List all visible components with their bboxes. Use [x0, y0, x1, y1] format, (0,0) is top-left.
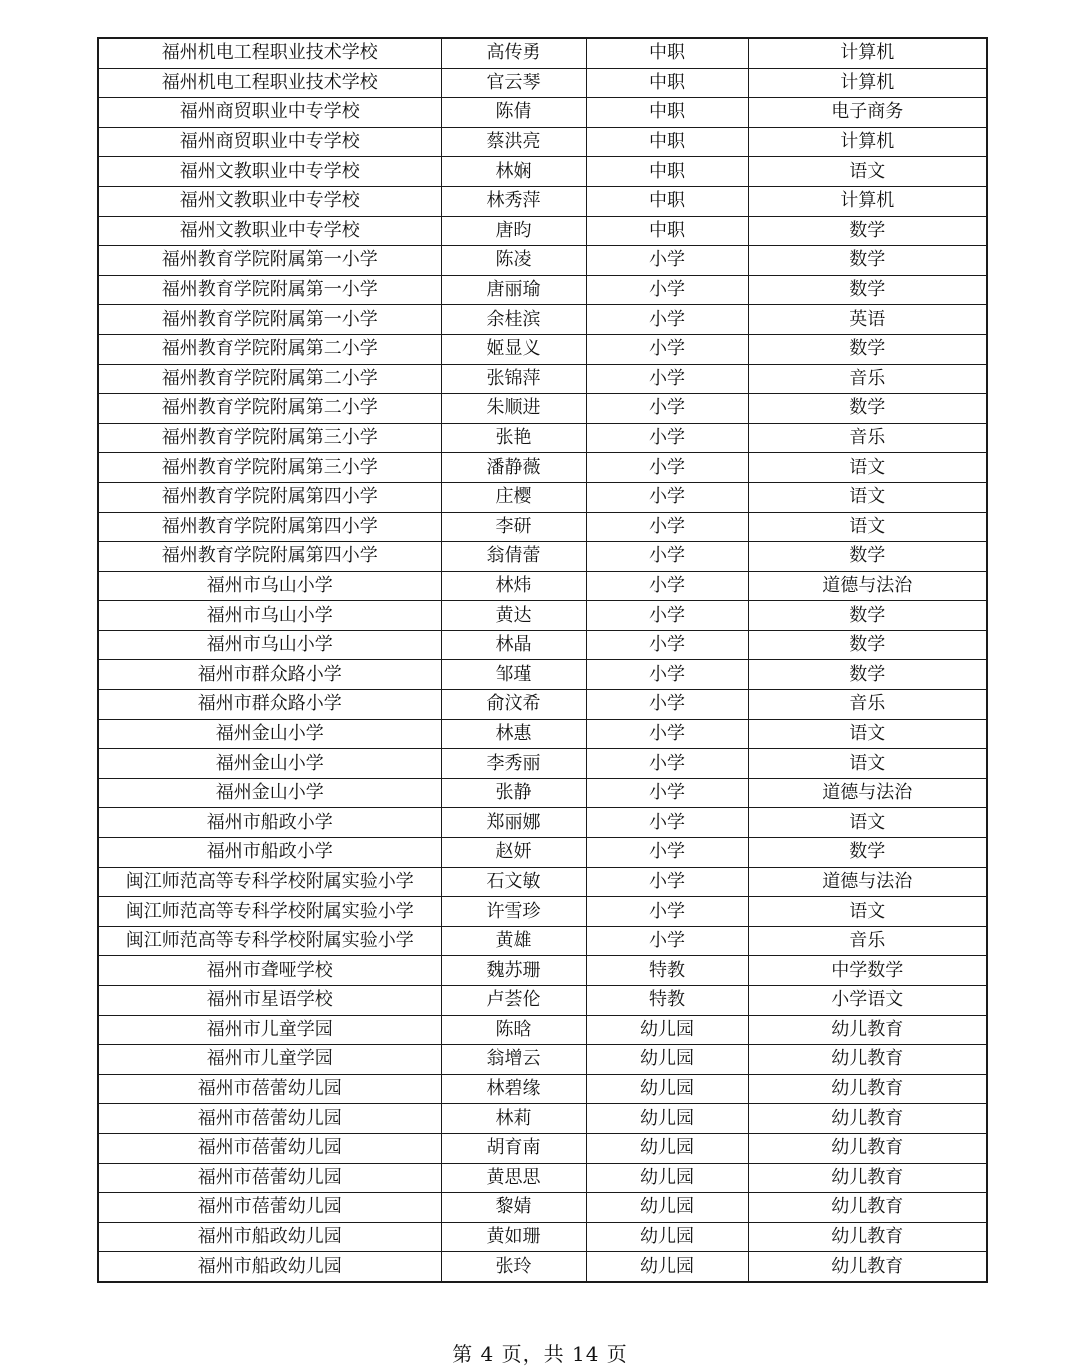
table-row: [98, 660, 987, 690]
table-row: [98, 98, 987, 128]
name-cell: 林晶: [441, 630, 586, 660]
school-cell: 福州市群众路小学: [98, 690, 441, 720]
subject-cell: 数学: [748, 660, 987, 690]
table-row: [98, 1222, 987, 1252]
school-cell: 福州教育学院附属第二小学: [98, 394, 441, 424]
name-cell: 林莉: [441, 1104, 586, 1134]
school-cell: 福州教育学院附属第四小学: [98, 542, 441, 572]
subject-cell: 语文: [748, 512, 987, 542]
school-cell: 福州市船政幼儿园: [98, 1222, 441, 1252]
subject-cell: 数学: [748, 275, 987, 305]
subject-cell: 数学: [748, 542, 987, 572]
name-cell: 潘静薇: [441, 453, 586, 483]
level-cell: 幼儿园: [586, 1222, 748, 1252]
table-row: [98, 157, 987, 187]
roster-body: [98, 38, 987, 1282]
name-cell: 张锦萍: [441, 364, 586, 394]
table-row: [98, 956, 987, 986]
table-row: [98, 423, 987, 453]
subject-cell: 语文: [748, 749, 987, 779]
subject-cell: 语文: [748, 482, 987, 512]
level-cell: 小学: [586, 571, 748, 601]
level-cell: 幼儿园: [586, 1074, 748, 1104]
level-cell: 小学: [586, 838, 748, 868]
level-cell: 幼儿园: [586, 1193, 748, 1223]
school-cell: 福州教育学院附属第四小学: [98, 512, 441, 542]
level-cell: 小学: [586, 867, 748, 897]
subject-cell: 道德与法治: [748, 571, 987, 601]
teacher-roster-table: [97, 37, 988, 1283]
name-cell: 李秀丽: [441, 749, 586, 779]
school-cell: 福州教育学院附属第三小学: [98, 423, 441, 453]
level-cell: 小学: [586, 542, 748, 572]
table-row: [98, 749, 987, 779]
name-cell: 俞汶希: [441, 690, 586, 720]
name-cell: 赵妍: [441, 838, 586, 868]
school-cell: 福州市蓓蕾幼儿园: [98, 1104, 441, 1134]
school-cell: 福州文教职业中专学校: [98, 216, 441, 246]
subject-cell: 幼儿教育: [748, 1193, 987, 1223]
level-cell: 幼儿园: [586, 1104, 748, 1134]
page-number-footer: 第 4 页，共 14 页: [452, 1342, 628, 1366]
table-row: [98, 690, 987, 720]
school-cell: 福州市蓓蕾幼儿园: [98, 1193, 441, 1223]
school-cell: 福州教育学院附属第一小学: [98, 246, 441, 276]
subject-cell: 数学: [748, 601, 987, 631]
level-cell: 小学: [586, 275, 748, 305]
level-cell: 中职: [586, 68, 748, 98]
school-cell: 福州市蓓蕾幼儿园: [98, 1074, 441, 1104]
school-cell: 福州金山小学: [98, 719, 441, 749]
name-cell: 高传勇: [441, 38, 586, 68]
subject-cell: 语文: [748, 157, 987, 187]
table-row: [98, 1074, 987, 1104]
level-cell: 小学: [586, 512, 748, 542]
table-row: [98, 1163, 987, 1193]
level-cell: 小学: [586, 423, 748, 453]
table-row: [98, 630, 987, 660]
table-row: [98, 1252, 987, 1282]
subject-cell: 语文: [748, 719, 987, 749]
subject-cell: 幼儿教育: [748, 1074, 987, 1104]
name-cell: 林惠: [441, 719, 586, 749]
school-cell: 福州教育学院附属第一小学: [98, 275, 441, 305]
school-cell: 福州市儿童学园: [98, 1045, 441, 1075]
name-cell: 林碧缘: [441, 1074, 586, 1104]
table-row: [98, 1104, 987, 1134]
table-row: [98, 364, 987, 394]
school-cell: 福州市乌山小学: [98, 630, 441, 660]
table-row: [98, 778, 987, 808]
subject-cell: 幼儿教育: [748, 1104, 987, 1134]
level-cell: 小学: [586, 808, 748, 838]
name-cell: 李研: [441, 512, 586, 542]
level-cell: 小学: [586, 778, 748, 808]
table-row: [98, 334, 987, 364]
school-cell: 福州文教职业中专学校: [98, 157, 441, 187]
table-row: [98, 482, 987, 512]
name-cell: 林娴: [441, 157, 586, 187]
school-cell: 闽江师范高等专科学校附属实验小学: [98, 926, 441, 956]
level-cell: 特教: [586, 956, 748, 986]
table-row: [98, 542, 987, 572]
subject-cell: 音乐: [748, 690, 987, 720]
level-cell: 幼儿园: [586, 1163, 748, 1193]
subject-cell: 数学: [748, 246, 987, 276]
school-cell: 福州教育学院附属第二小学: [98, 334, 441, 364]
level-cell: 小学: [586, 334, 748, 364]
name-cell: 姬显义: [441, 334, 586, 364]
subject-cell: 英语: [748, 305, 987, 335]
subject-cell: 电子商务: [748, 98, 987, 128]
subject-cell: 小学语文: [748, 986, 987, 1016]
school-cell: 福州市群众路小学: [98, 660, 441, 690]
subject-cell: 数学: [748, 838, 987, 868]
name-cell: 郑丽娜: [441, 808, 586, 838]
table-row: [98, 1133, 987, 1163]
name-cell: 胡育南: [441, 1133, 586, 1163]
name-cell: 林秀萍: [441, 186, 586, 216]
name-cell: 唐丽瑜: [441, 275, 586, 305]
table-row: [98, 453, 987, 483]
table-row: [98, 275, 987, 305]
level-cell: 中职: [586, 98, 748, 128]
level-cell: 小学: [586, 305, 748, 335]
school-cell: 闽江师范高等专科学校附属实验小学: [98, 897, 441, 927]
level-cell: 特教: [586, 986, 748, 1016]
level-cell: 中职: [586, 186, 748, 216]
name-cell: 朱顺进: [441, 394, 586, 424]
school-cell: 福州金山小学: [98, 749, 441, 779]
name-cell: 庄樱: [441, 482, 586, 512]
table-row: [98, 1193, 987, 1223]
school-cell: 福州市儿童学园: [98, 1015, 441, 1045]
table-row: [98, 1015, 987, 1045]
level-cell: 小学: [586, 364, 748, 394]
subject-cell: 幼儿教育: [748, 1045, 987, 1075]
subject-cell: 语文: [748, 897, 987, 927]
level-cell: 中职: [586, 127, 748, 157]
school-cell: 福州教育学院附属第一小学: [98, 305, 441, 335]
school-cell: 福州文教职业中专学校: [98, 186, 441, 216]
subject-cell: 幼儿教育: [748, 1015, 987, 1045]
name-cell: 翁增云: [441, 1045, 586, 1075]
school-cell: 福州市星语学校: [98, 986, 441, 1016]
school-cell: 福州教育学院附属第二小学: [98, 364, 441, 394]
name-cell: 魏苏珊: [441, 956, 586, 986]
level-cell: 小学: [586, 630, 748, 660]
table-row: [98, 719, 987, 749]
level-cell: 小学: [586, 749, 748, 779]
school-cell: 福州市蓓蕾幼儿园: [98, 1133, 441, 1163]
subject-cell: 语文: [748, 808, 987, 838]
table-row: [98, 808, 987, 838]
name-cell: 黄达: [441, 601, 586, 631]
school-cell: 福州教育学院附属第三小学: [98, 453, 441, 483]
school-cell: 福州市船政小学: [98, 838, 441, 868]
table-row: [98, 68, 987, 98]
subject-cell: 幼儿教育: [748, 1252, 987, 1282]
level-cell: 小学: [586, 660, 748, 690]
table-row: [98, 926, 987, 956]
school-cell: 福州市乌山小学: [98, 601, 441, 631]
table-row: [98, 186, 987, 216]
name-cell: 蔡洪亮: [441, 127, 586, 157]
level-cell: 幼儿园: [586, 1133, 748, 1163]
table-row: [98, 246, 987, 276]
subject-cell: 计算机: [748, 127, 987, 157]
name-cell: 陈倩: [441, 98, 586, 128]
school-cell: 福州教育学院附属第四小学: [98, 482, 441, 512]
school-cell: 福州市船政幼儿园: [98, 1252, 441, 1282]
subject-cell: 数学: [748, 334, 987, 364]
table-row: [98, 305, 987, 335]
name-cell: 官云琴: [441, 68, 586, 98]
name-cell: 陈凌: [441, 246, 586, 276]
level-cell: 幼儿园: [586, 1045, 748, 1075]
school-cell: 福州机电工程职业技术学校: [98, 38, 441, 68]
name-cell: 唐昀: [441, 216, 586, 246]
subject-cell: 幼儿教育: [748, 1133, 987, 1163]
level-cell: 小学: [586, 690, 748, 720]
name-cell: 黄思思: [441, 1163, 586, 1193]
name-cell: 卢荟伦: [441, 986, 586, 1016]
name-cell: 翁倩蕾: [441, 542, 586, 572]
school-cell: 福州金山小学: [98, 778, 441, 808]
name-cell: 张艳: [441, 423, 586, 453]
school-cell: 福州商贸职业中专学校: [98, 98, 441, 128]
subject-cell: 语文: [748, 453, 987, 483]
table-row: [98, 601, 987, 631]
subject-cell: 幼儿教育: [748, 1222, 987, 1252]
school-cell: 福州市船政小学: [98, 808, 441, 838]
subject-cell: 计算机: [748, 38, 987, 68]
table-row: [98, 867, 987, 897]
level-cell: 小学: [586, 601, 748, 631]
name-cell: 黄雄: [441, 926, 586, 956]
table-row: [98, 1045, 987, 1075]
level-cell: 小学: [586, 897, 748, 927]
table-row: [98, 897, 987, 927]
table-row: [98, 838, 987, 868]
table-row: [98, 394, 987, 424]
name-cell: 张静: [441, 778, 586, 808]
school-cell: 福州市蓓蕾幼儿园: [98, 1163, 441, 1193]
subject-cell: 计算机: [748, 186, 987, 216]
subject-cell: 音乐: [748, 364, 987, 394]
level-cell: 中职: [586, 216, 748, 246]
level-cell: 小学: [586, 453, 748, 483]
name-cell: 张玲: [441, 1252, 586, 1282]
subject-cell: 数学: [748, 216, 987, 246]
level-cell: 小学: [586, 926, 748, 956]
name-cell: 邹瑾: [441, 660, 586, 690]
name-cell: 黄如珊: [441, 1222, 586, 1252]
school-cell: 福州市乌山小学: [98, 571, 441, 601]
name-cell: 黎婧: [441, 1193, 586, 1223]
school-cell: 福州市聋哑学校: [98, 956, 441, 986]
name-cell: 林炜: [441, 571, 586, 601]
subject-cell: 道德与法治: [748, 867, 987, 897]
name-cell: 陈晗: [441, 1015, 586, 1045]
subject-cell: 中学数学: [748, 956, 987, 986]
school-cell: 闽江师范高等专科学校附属实验小学: [98, 867, 441, 897]
level-cell: 中职: [586, 157, 748, 187]
level-cell: 小学: [586, 719, 748, 749]
table-row: [98, 986, 987, 1016]
level-cell: 小学: [586, 394, 748, 424]
level-cell: 幼儿园: [586, 1015, 748, 1045]
subject-cell: 计算机: [748, 68, 987, 98]
level-cell: 中职: [586, 38, 748, 68]
level-cell: 幼儿园: [586, 1252, 748, 1282]
table-row: [98, 216, 987, 246]
subject-cell: 音乐: [748, 423, 987, 453]
subject-cell: 数学: [748, 394, 987, 424]
table-row: [98, 127, 987, 157]
level-cell: 小学: [586, 246, 748, 276]
name-cell: 余桂滨: [441, 305, 586, 335]
school-cell: 福州机电工程职业技术学校: [98, 68, 441, 98]
name-cell: 石文敏: [441, 867, 586, 897]
level-cell: 小学: [586, 482, 748, 512]
table-row: [98, 571, 987, 601]
subject-cell: 数学: [748, 630, 987, 660]
school-cell: 福州商贸职业中专学校: [98, 127, 441, 157]
table-row: [98, 512, 987, 542]
subject-cell: 音乐: [748, 926, 987, 956]
subject-cell: 道德与法治: [748, 778, 987, 808]
table-row: [98, 38, 987, 68]
subject-cell: 幼儿教育: [748, 1163, 987, 1193]
name-cell: 许雪珍: [441, 897, 586, 927]
